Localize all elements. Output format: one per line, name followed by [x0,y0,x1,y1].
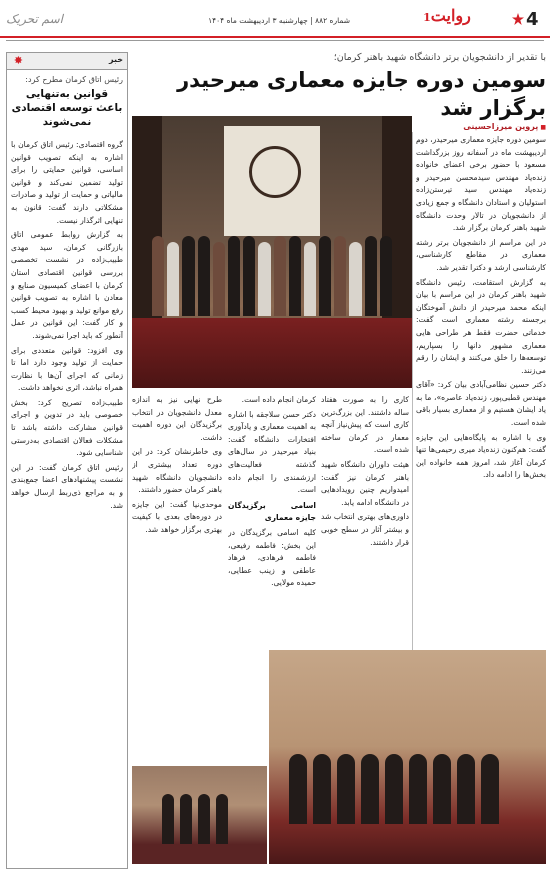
side-title: قوانین به‌تنهایی باعث توسعه اقتصادی نمی‌شوند [11,88,123,128]
banner-logo-icon [249,146,301,198]
people-group [162,794,228,844]
page-number: 4 [526,8,539,30]
subheading: اسامی برگزیدگان جایزه معماری [228,500,316,523]
logo-text: روایت [430,6,471,25]
newspaper-logo [372,6,522,30]
paragraph: کاری را به صورت هفتاد ساله داشتند. این بزرگ‌ترین کاری است که پیش‌نیاز آنچه معمار در کرمان ساخته شده است. [321,395,409,455]
paragraph: کلیه اسامی برگزیدگان در این بخش: فاطمه رفیعی، فاطمه فرهادی، فرهاد عاطفی و زینب عطایی، حمیده مولایی. [228,527,316,588]
paragraph: دکتر حسین نظامی‌آبادی بیان کرد: «آقای مهندس قطبی‌پور، زنده‌یاد عاصره»، ما به یاد ایشان هستیم و از معماری بسیار باقی شده است. [416,380,546,428]
article-title: سومین دوره جایزه معماری میرحیدر برگزار شد [177,68,546,120]
side-news-box [6,52,128,869]
issue-info: شماره ۸۸۲ | چهارشنبه ۳ اردیبهشت ماه ۱۴۰۴ [208,16,350,25]
paragraph: گروه اقتصادی: رئیس اتاق کرمان با اشاره به اینکه تصویب قوانین اساسی، قوانین حمایتی را برای تولید تضمین نمی‌کند و قوانین مالیاتی و حمایت از تولید و صادرات مشکلاتی دارند گفت: قانون به تنهایی اثرگذار نیست. [11,140,123,225]
star-icon [512,13,524,25]
star-icon: ✸ [13,54,23,67]
paragraph: داوری‌های بهتری انتخاب شد و بیشتر آثار در سطح خوبی قرار داشتند. [321,512,409,547]
paragraph: دکتر حسن سلاجقه با اشاره به اهمیت معماری و یادآوری افتخارات دانشگاه گفت: بنیاد میرحیدر در سال‌های گذشته فعالیت‌های ارزشمندی را انجام داده است. [228,409,316,495]
side-tab-label: خبر [108,55,123,64]
paragraph: طبیب‌زاده تصریح کرد: بخش خصوصی باید در تدوین و اجرای قوانین مشارکت داشته باشد تا مشکلات فعالان اقتصادی به‌درستی شناسایی شود. [11,397,123,458]
paragraph: وی با اشاره به پایگاه‌هایی این جایزه گفت: هم‌کنون زنده‌یاد میری رحیمی‌ها تنها کرمان آغاز شد، امروز همه خانواده این بخش‌ها را ادامه داد. [416,432,546,480]
header-divider [6,40,544,41]
paragraph: رئیس اتاق کرمان گفت: در این نشست پیشنهادهای اعضا جمع‌بندی و به مراجع ذی‌ربط ارسال خواهد شد. [11,462,123,510]
header-rule [0,36,550,38]
paragraph: هیئت داوران دانشگاه شهید باهنر کرمان نیز گفت: امیدواریم چنین رویدادهایی در دانشگاه ادامه یابد. [321,459,409,507]
paragraph: سومین دوره جایزه معماری میرحیدر، دوم اردیبهشت ماه در آسفانه روز بزرگداشت مسعود با حضور برخی اعضای خانواده زنده‌یاد مهندس سیدمحسن میرحیدر و زنده‌یاد مهندس سید تیرستن‌زاده استولیان و استادان دانشگاه و جمع زیادی از دانشجویان در تالار وحدت دانشگاه شهید باهنر کرمان برگزار شد. [416,135,546,233]
side-kicker: رئیس اتاق کرمان مطرح کرد: [25,75,123,84]
page-number-block [512,6,540,32]
paragraph: وی افزود: قوانین متعددی برای حمایت از تولید وجود دارد اما تا زمانی که اجرای آن‌ها با نظارت همراه نباشد، اثری نخواهد داشت. [11,345,123,393]
paragraph: به گزارش روابط عمومی اتاق بازرگانی کرمان، سید مهدی طبیب‌زاده در نشست تخصصی بررسی قوانین اقتصادی استان کرمان با اعضای کمیسیون صنایع و معادن با اشاره به تصویب قوانین رفع موانع تولید و بهبود محیط کسب و کار گفت: این قوانین در عمل آنطور که باید اجرا نمی‌شوند. [11,230,123,340]
paragraph: در این مراسم از دانشجویان برتر رشته معماری در مقاطع کارشناسی، کارشناسی ارشد و دکترا تقدیر شد. [416,237,546,272]
paragraph: طرح نهایی نیز به اندازه معدل دانشجویان در انتخاب برگزیدگان این دوره اهمیت داشت. [132,395,222,442]
stage-banner [224,126,320,236]
article-kicker: با تقدیر از دانشجویان برتر دانشگاه شهید باهنر کرمان؛ [333,52,546,63]
main-article [132,52,546,867]
award-photo-large [269,650,546,864]
brand-right: اسم تحریک [6,12,63,26]
paragraph: موحدی‌نیا گفت: این جایزه در دوره‌های بعدی با کیفیت بهتری برگزار خواهد شد. [132,499,222,534]
paragraph: وی خاطرنشان کرد: در این دوره تعداد بیشتری از دانشجویان دانشگاه شهید باهنر کرمان حضور داشتند. [132,447,222,495]
award-photo-small [132,766,267,864]
side-body [11,139,123,863]
article-column-1 [416,134,546,642]
ceremony-photo [132,116,412,388]
paragraph: به گزارش استقامت، رئیس دانشگاه شهید باهنر کرمان در این مراسم با بیان اینکه محمد میرحیدر از دانش آموختگان برجسته رشته معماری است گفت: خدماتی حضرت فقط هر طراحی هایی معماری مشهور دانها را بسپاریم، توسعه‌ها را خلق می‌کنند و ایشان را رقم می‌زنند. [416,277,546,375]
side-tab [7,53,127,70]
article-column-4 [132,394,222,762]
stage-floor [132,318,412,388]
logo-number: 1 [423,11,431,24]
byline: ■ پروین میرزاحسینی [416,122,546,131]
group-of-people [152,226,392,316]
paragraph: کرمان انجام داده است. [241,395,316,404]
people-group [289,754,499,824]
